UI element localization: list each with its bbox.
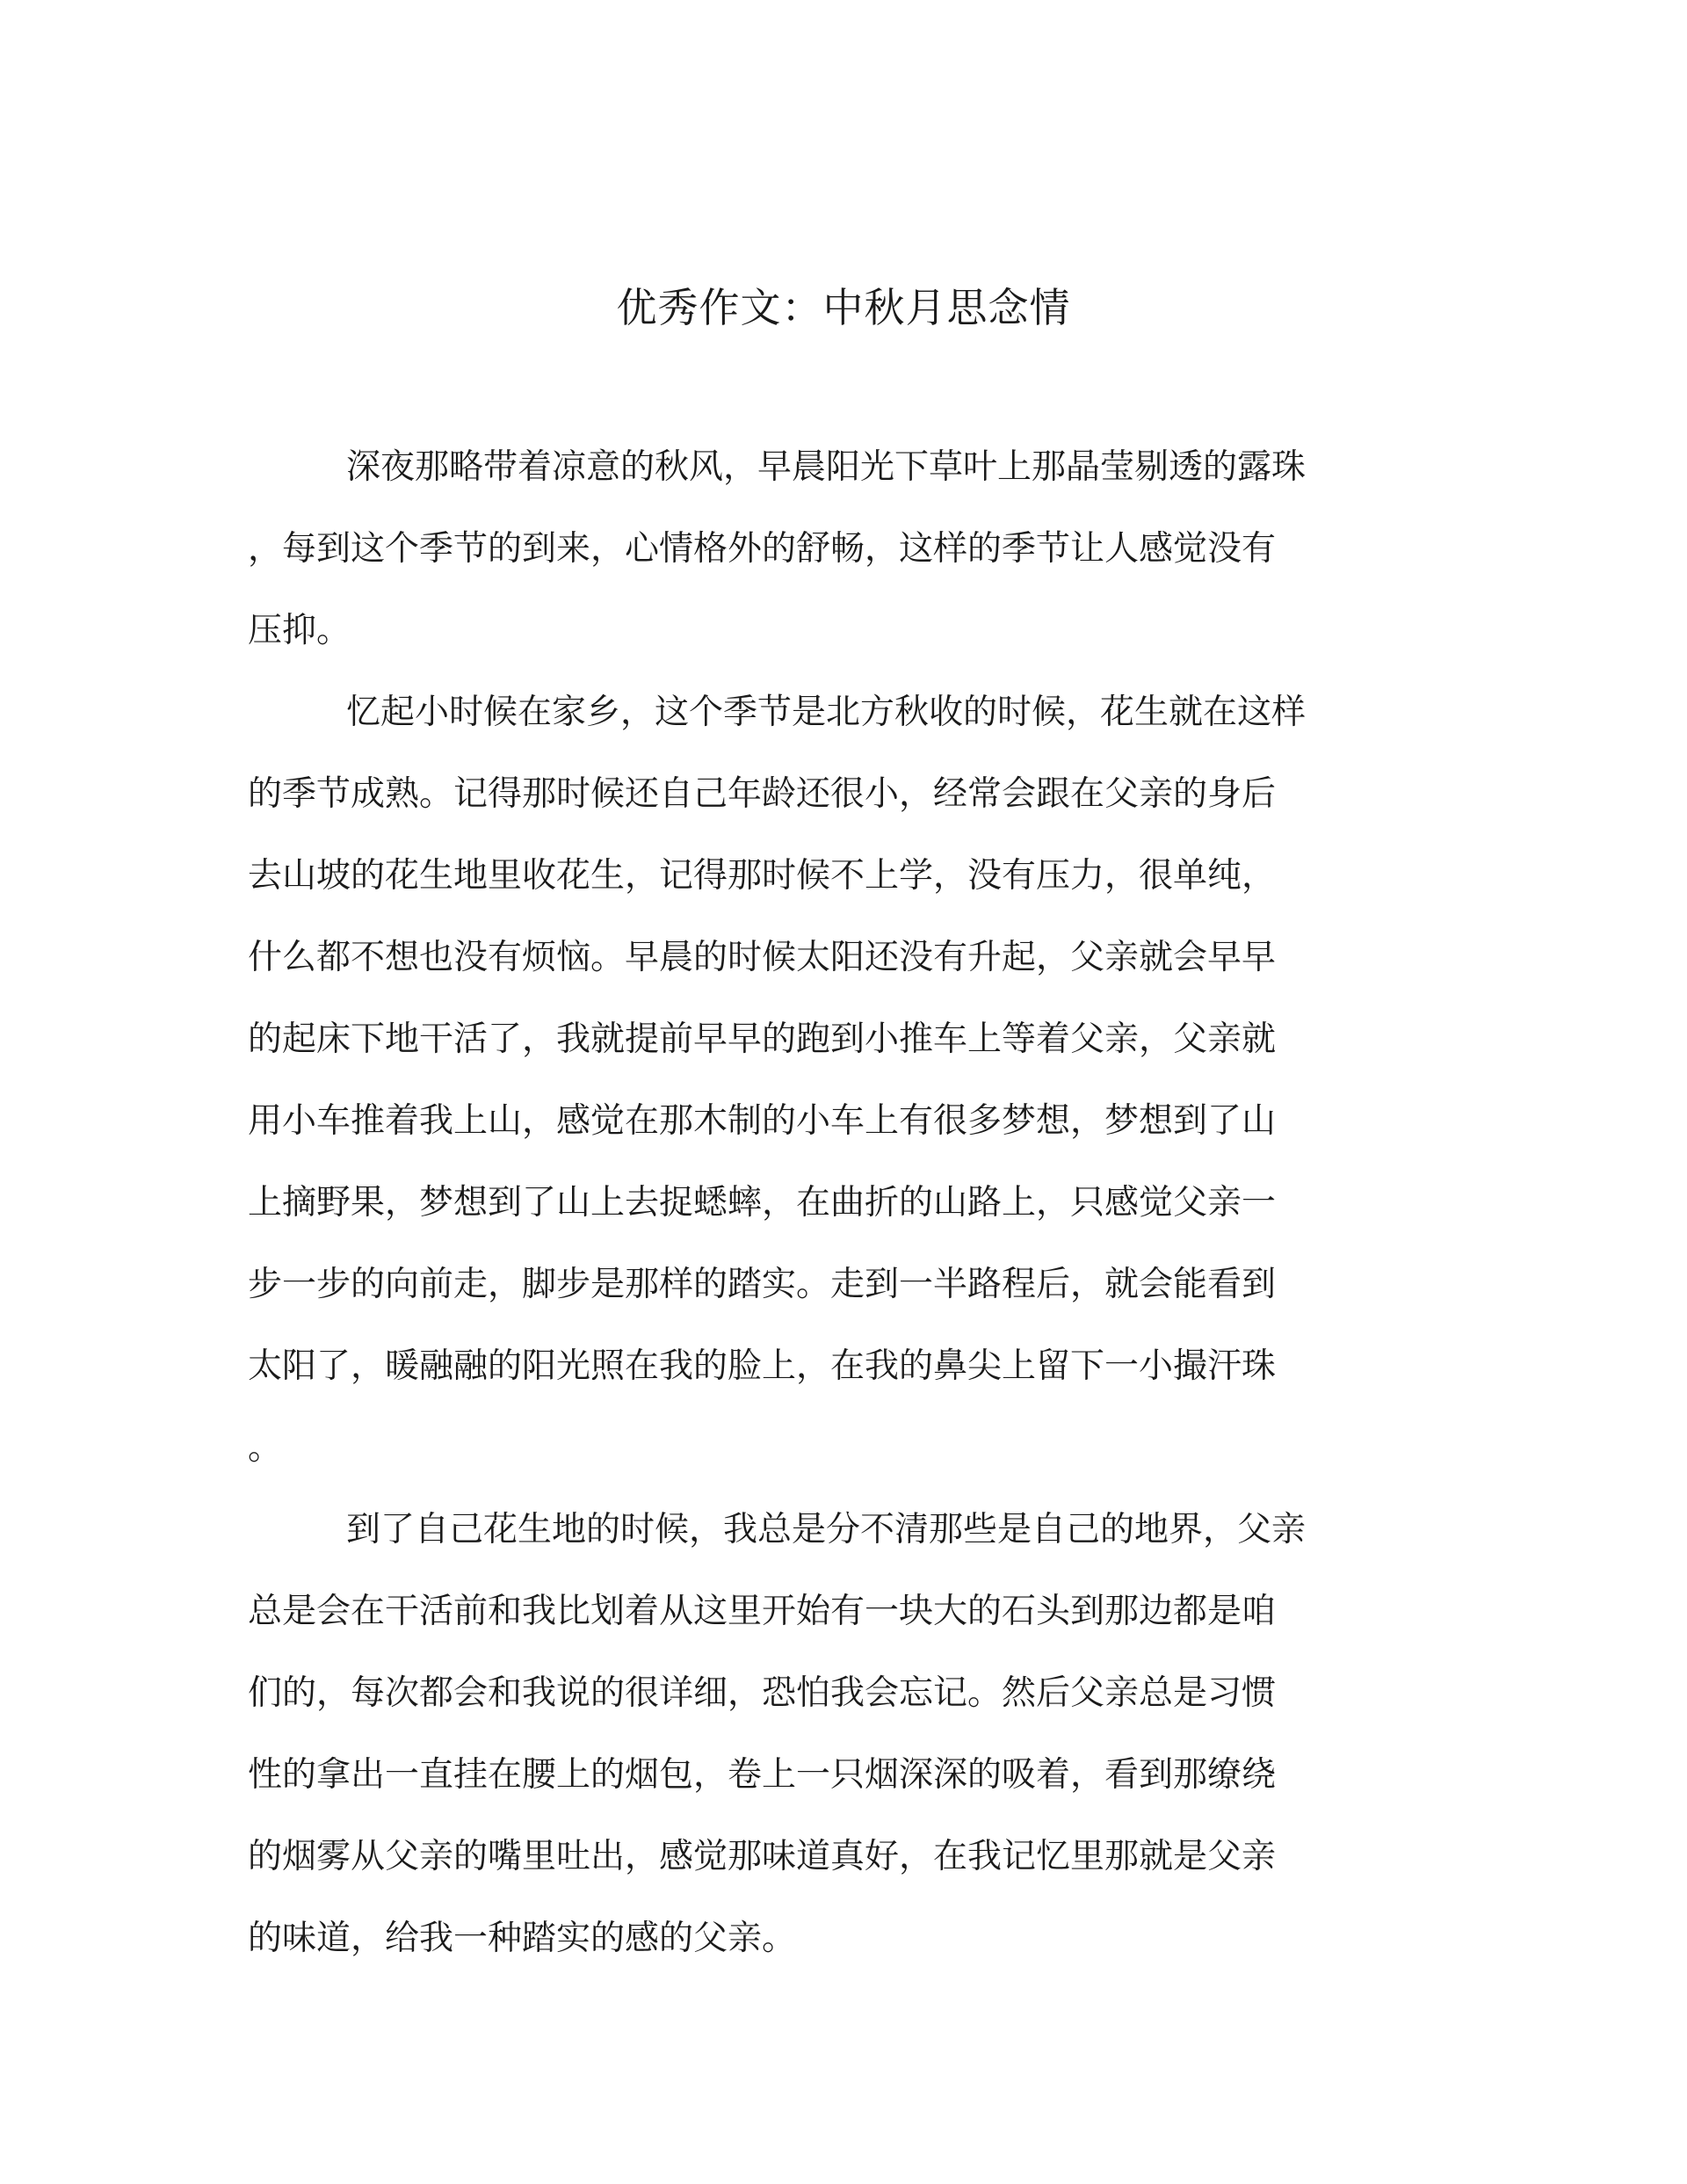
paragraph-2 bbox=[248, 671, 1425, 1489]
text-line: 太阳了，暖融融的阳光照在我的脸上，在我的鼻尖上留下一小撮汗珠 bbox=[248, 1346, 1277, 1386]
text-line: ，每到这个季节的到来，心情格外的舒畅，这样的季节让人感觉没有 bbox=[248, 529, 1277, 569]
text-line: 的季节成熟。记得那时候还自己年龄还很小，经常会跟在父亲的身后 bbox=[248, 774, 1277, 814]
paragraph-1 bbox=[248, 426, 1425, 671]
document-body bbox=[248, 426, 1425, 1979]
text-line: 什么都不想也没有烦恼。早晨的时候太阳还没有升起，父亲就会早早 bbox=[248, 938, 1277, 977]
text-line: 的起床下地干活了，我就提前早早的跑到小推车上等着父亲，父亲就 bbox=[248, 1019, 1277, 1059]
text-line: 们的，每次都会和我说的很详细，恐怕我会忘记。然后父亲总是习惯 bbox=[248, 1673, 1277, 1713]
text-line: 上摘野果，梦想到了山上去捉蟋蟀，在曲折的山路上，只感觉父亲一 bbox=[248, 1183, 1277, 1223]
text-line: 用小车推着我上山，感觉在那木制的小车上有很多梦想，梦想到了山 bbox=[248, 1101, 1277, 1141]
text-line: 到了自己花生地的时候，我总是分不清那些是自己的地界，父亲 bbox=[346, 1510, 1307, 1549]
text-line: 性的拿出一直挂在腰上的烟包，卷上一只烟深深的吸着，看到那缭绕 bbox=[248, 1755, 1277, 1795]
text-line: 忆起小时候在家乡，这个季节是北方秋收的时候，花生就在这样 bbox=[346, 693, 1307, 732]
text-line: 的烟雾从父亲的嘴里吐出，感觉那味道真好，在我记忆里那就是父亲 bbox=[248, 1837, 1277, 1876]
text-line: 去山坡的花生地里收花生，记得那时候不上学，没有压力，很单纯， bbox=[248, 856, 1277, 896]
text-line: 总是会在干活前和我比划着从这里开始有一块大的石头到那边都是咱 bbox=[248, 1592, 1277, 1631]
text-line: 步一步的向前走，脚步是那样的踏实。走到一半路程后，就会能看到 bbox=[248, 1265, 1277, 1304]
text-line: 深夜那略带着凉意的秋风，早晨阳光下草叶上那晶莹剔透的露珠 bbox=[346, 447, 1307, 487]
text-line: 。 bbox=[248, 1428, 283, 1468]
text-line: 压抑。 bbox=[248, 611, 351, 650]
text-line: 的味道，给我一种踏实的感的父亲。 bbox=[248, 1919, 797, 1958]
document-title: 优秀作文：中秋月思念情 bbox=[616, 284, 1071, 331]
paragraph-3 bbox=[248, 1489, 1425, 1979]
